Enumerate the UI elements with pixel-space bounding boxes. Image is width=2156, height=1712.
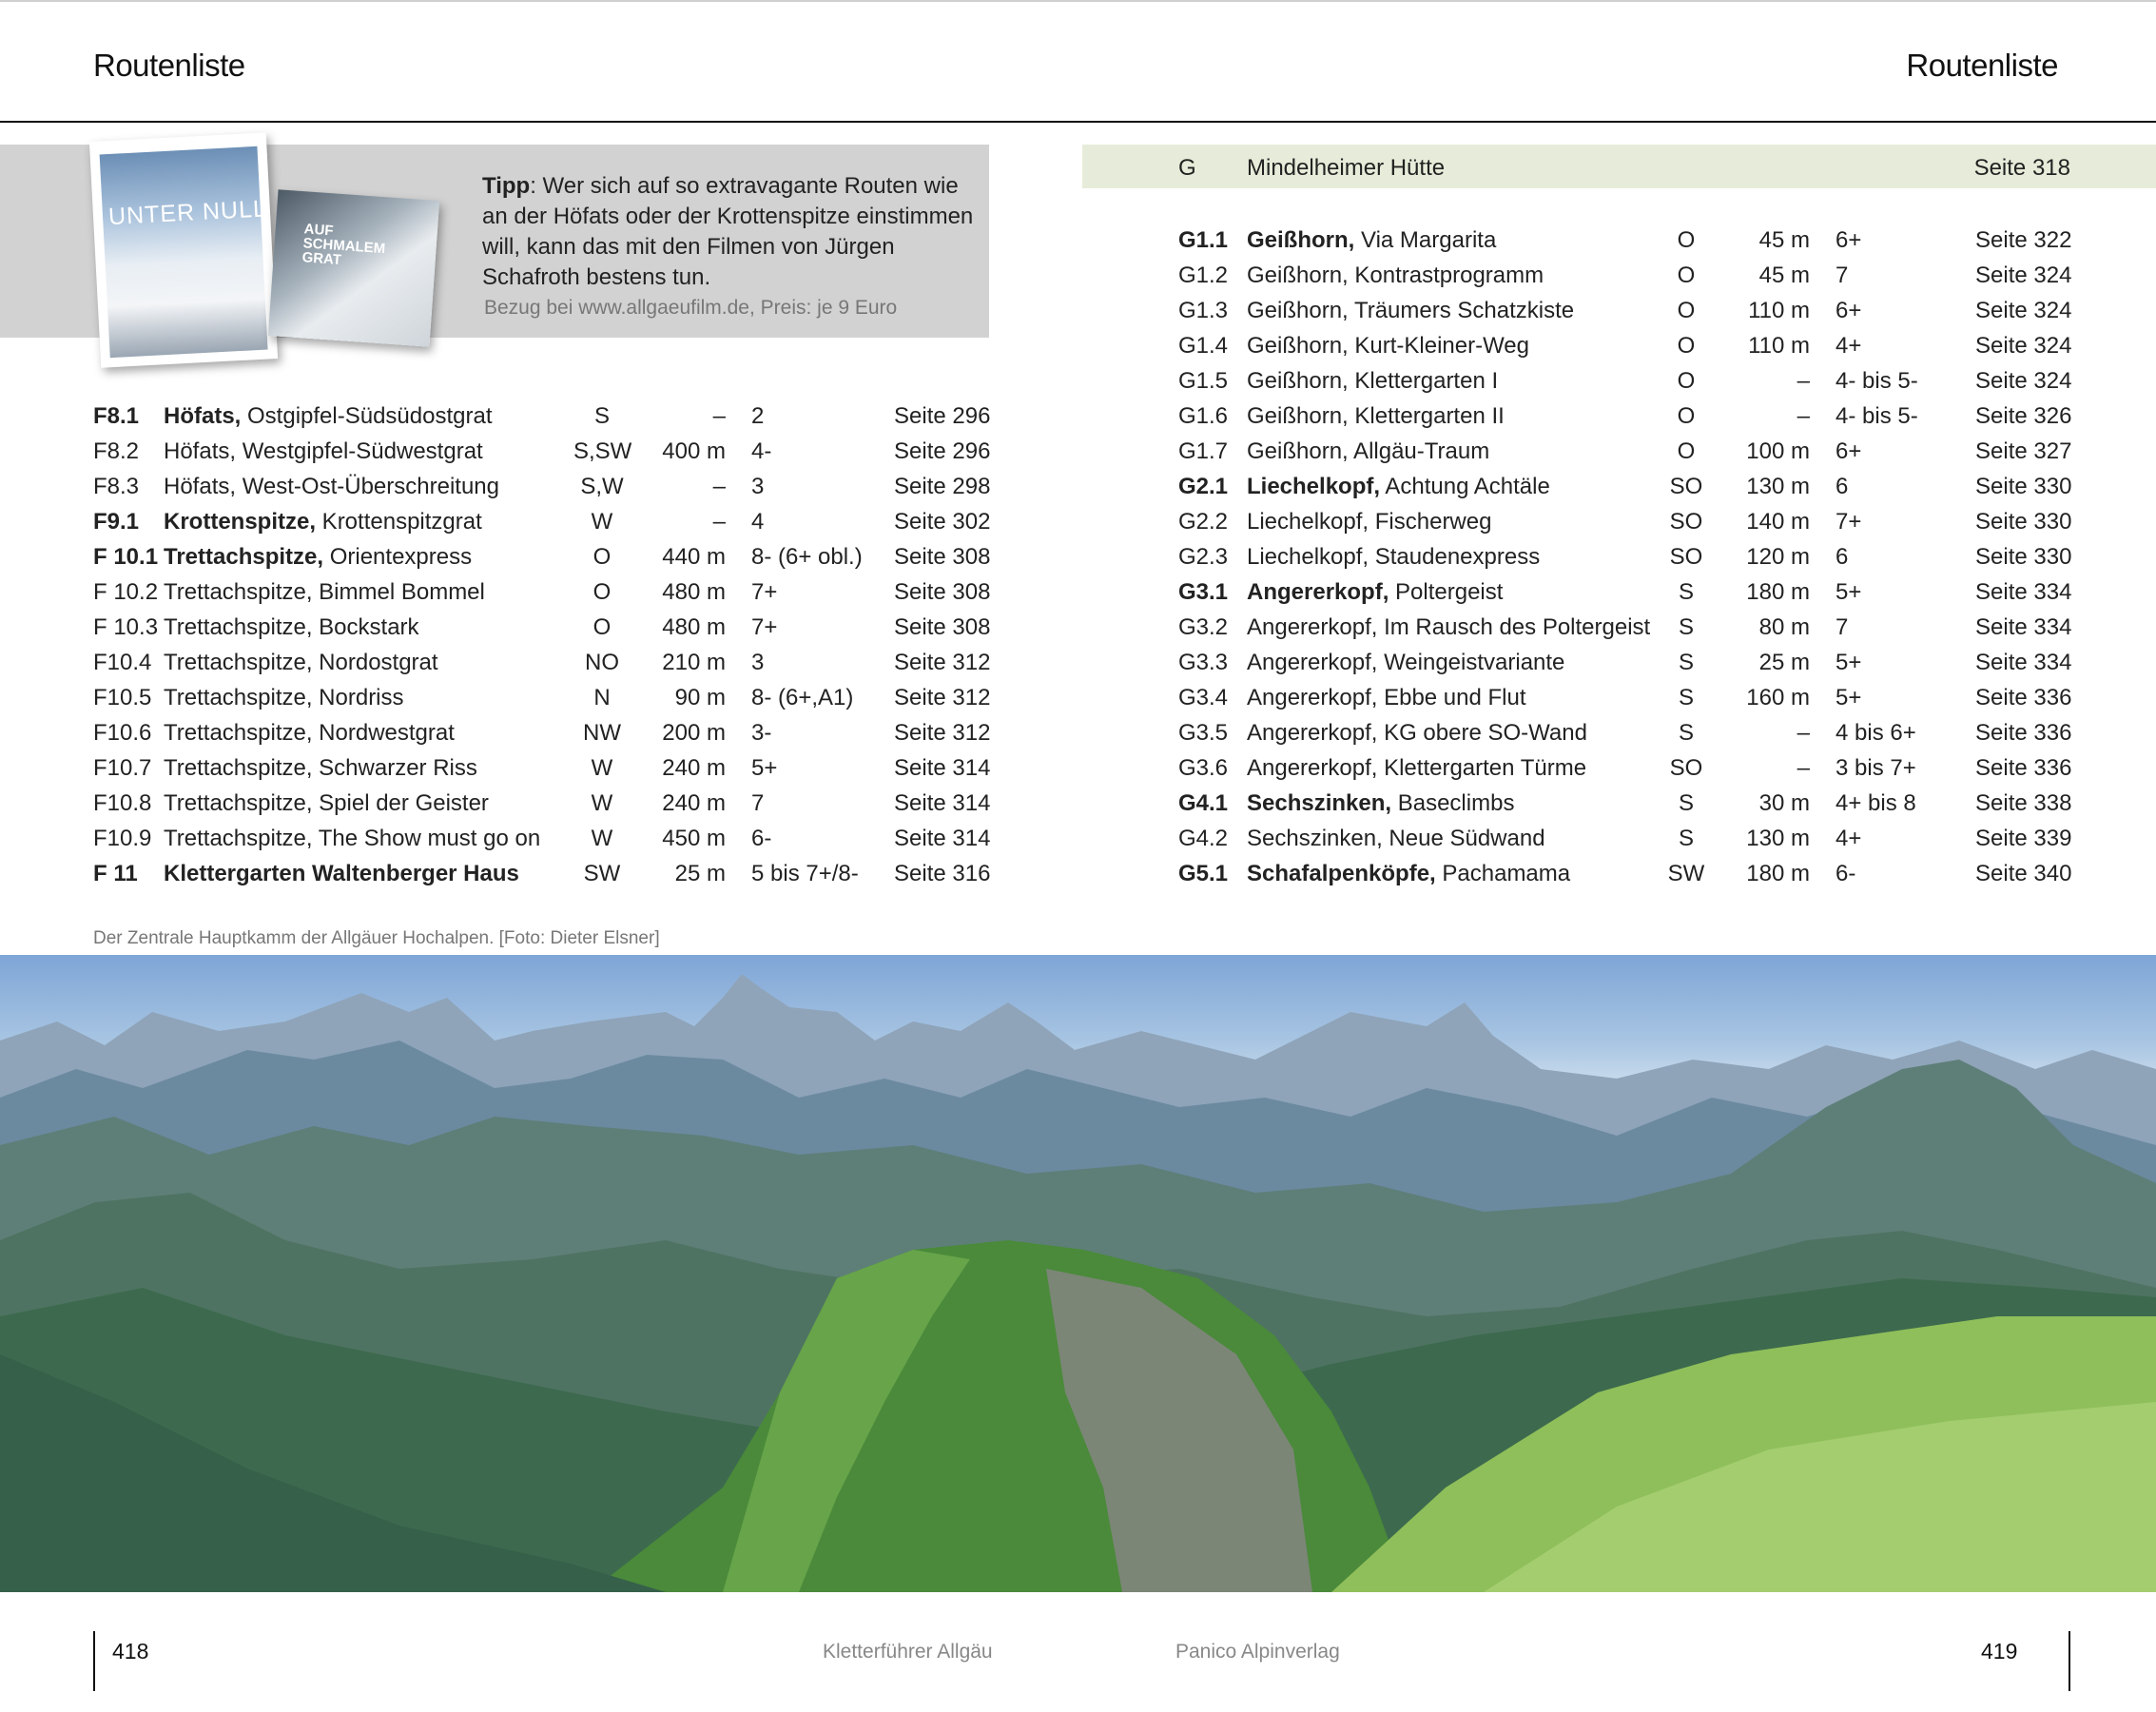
route-id: F10.6	[93, 720, 152, 746]
route-grade: 3 bis 7+	[1836, 755, 1916, 781]
route-row	[93, 399, 992, 434]
route-row	[93, 574, 992, 610]
route-height: 240 m	[662, 790, 726, 816]
page-number-right: 419	[1981, 1639, 2018, 1663]
route-page: Seite 302	[894, 509, 991, 535]
route-name	[1247, 750, 1586, 786]
route-title: Trettachspitze, Spiel der Geister	[164, 790, 489, 816]
route-name	[1247, 786, 1514, 821]
route-name	[164, 821, 540, 856]
route-title: Achtung Achtäle	[1380, 474, 1550, 499]
route-row	[1178, 539, 2072, 574]
route-direction: NW	[583, 720, 621, 746]
route-direction: S,W	[580, 474, 624, 499]
route-list-left	[93, 399, 992, 891]
route-list-right	[1178, 223, 2072, 891]
route-direction: S	[1678, 685, 1694, 710]
route-title: Geißhorn, Kurt-Kleiner-Weg	[1247, 333, 1529, 359]
route-id: G3.2	[1178, 614, 1229, 640]
route-row	[1178, 258, 2072, 293]
route-title: Trettachspitze, Nordostgrat	[164, 650, 438, 675]
route-direction: S,SW	[573, 438, 632, 464]
route-grade: 8- (6+,A1)	[751, 685, 854, 710]
route-direction: S	[1678, 650, 1694, 675]
route-title: Liechelkopf, Fischerweg	[1247, 509, 1492, 535]
route-grade: 4-	[751, 438, 772, 464]
route-grade: 5+	[1836, 685, 1862, 710]
route-grade: 3-	[751, 720, 772, 746]
route-title: Ostgipfel-Südsüdostgrat	[241, 403, 493, 429]
route-id: G1.6	[1178, 403, 1229, 429]
route-name	[1247, 469, 1550, 504]
route-row	[93, 610, 992, 645]
route-name	[1247, 610, 1650, 645]
route-page: Seite 324	[1975, 333, 2072, 359]
route-direction: S	[1678, 579, 1694, 605]
route-page: Seite 296	[894, 403, 991, 429]
route-page: Seite 312	[894, 720, 991, 746]
route-row	[93, 469, 992, 504]
route-height: 130 m	[1746, 474, 1810, 499]
route-page: Seite 326	[1975, 403, 2072, 429]
route-grade: 5+	[1836, 650, 1862, 675]
route-name	[164, 399, 492, 434]
route-title: Sechszinken, Neue Südwand	[1247, 826, 1545, 851]
route-name	[164, 434, 483, 469]
route-height: 440 m	[662, 544, 726, 570]
route-name	[1247, 293, 1574, 328]
route-row	[1178, 469, 2072, 504]
page-number-left: 418	[112, 1639, 149, 1663]
route-id: G1.4	[1178, 333, 1229, 359]
route-row	[1178, 574, 2072, 610]
route-row	[1178, 786, 2072, 821]
route-row	[93, 715, 992, 750]
route-page: Seite 334	[1975, 614, 2072, 640]
route-page: Seite 336	[1975, 755, 2072, 781]
route-id: F 11	[93, 861, 138, 886]
route-grade: 2	[751, 403, 765, 429]
route-id: G3.3	[1178, 650, 1229, 675]
route-title: Liechelkopf, Staudenexpress	[1247, 544, 1541, 570]
route-grade: 7+	[1836, 509, 1862, 535]
route-grade: 4+	[1836, 333, 1862, 359]
tip-label: Tipp	[482, 173, 531, 199]
route-name	[164, 856, 519, 891]
route-row	[1178, 680, 2072, 715]
route-id: F 10.2	[93, 579, 159, 605]
peak-name: Geißhorn,	[1247, 227, 1355, 253]
top-border	[0, 0, 2156, 2]
route-row	[1178, 610, 2072, 645]
route-direction: O	[592, 579, 612, 605]
route-id: G1.5	[1178, 368, 1229, 394]
route-id: F10.4	[93, 650, 152, 675]
route-grade: 6	[1836, 544, 1849, 570]
route-name	[164, 469, 499, 504]
route-name	[1247, 258, 1544, 293]
route-height: –	[1797, 720, 1810, 746]
route-id: G3.6	[1178, 755, 1229, 781]
route-name	[164, 539, 472, 574]
route-id: G3.4	[1178, 685, 1229, 710]
route-id: G1.2	[1178, 263, 1229, 288]
route-id: F8.1	[93, 403, 140, 429]
route-name	[1247, 223, 1496, 258]
route-height: 240 m	[662, 755, 726, 781]
route-grade: 6-	[751, 826, 772, 851]
mountain-panorama-photo	[0, 955, 2156, 1592]
route-height: 210 m	[662, 650, 726, 675]
route-page: Seite 316	[894, 861, 991, 886]
route-title: Angererkopf, Im Rausch des Poltergeist	[1247, 614, 1651, 640]
route-height: –	[1797, 755, 1810, 781]
route-id: G3.1	[1178, 579, 1229, 605]
route-direction: W	[591, 790, 613, 816]
route-name	[1247, 821, 1545, 856]
route-title: Baseclimbs	[1391, 790, 1515, 816]
route-row	[93, 539, 992, 574]
route-page: Seite 314	[894, 790, 991, 816]
route-title: Angererkopf, Weingeistvariante	[1247, 650, 1565, 675]
route-height: 140 m	[1746, 509, 1810, 535]
route-page: Seite 324	[1975, 298, 2072, 323]
route-height: 25 m	[1758, 650, 1810, 675]
route-row	[1178, 504, 2072, 539]
route-direction: S	[593, 403, 610, 429]
route-id: F10.9	[93, 826, 152, 851]
route-row	[93, 750, 992, 786]
route-row	[1178, 434, 2072, 469]
route-page: Seite 312	[894, 685, 991, 710]
route-page: Seite 324	[1975, 368, 2072, 394]
route-direction: S	[1678, 614, 1694, 640]
route-direction: W	[591, 826, 613, 851]
page-title-left: Routenliste	[93, 48, 245, 83]
route-page: Seite 312	[894, 650, 991, 675]
route-title: Pachamama	[1435, 861, 1571, 886]
route-page: Seite 308	[894, 579, 991, 605]
route-row	[93, 645, 992, 680]
route-id: G4.2	[1178, 826, 1229, 851]
route-title: Orientexpress	[323, 544, 473, 570]
route-grade: 4	[751, 509, 765, 535]
header-rule	[0, 121, 2156, 123]
route-height: 200 m	[662, 720, 726, 746]
route-page: Seite 338	[1975, 790, 2072, 816]
page-title-right: Routenliste	[1906, 48, 2058, 83]
route-title: Geißhorn, Allgäu-Traum	[1247, 438, 1490, 464]
photo-caption: Der Zentrale Hauptkamm der Allgäuer Hochalpen. [Foto: Dieter Elsner]	[93, 928, 660, 948]
route-page: Seite 330	[1975, 509, 2072, 535]
route-name	[164, 610, 419, 645]
tip-text	[482, 171, 977, 293]
route-row	[93, 680, 992, 715]
route-name	[1247, 715, 1587, 750]
peak-name: Klettergarten Waltenberger Haus	[164, 861, 519, 886]
route-grade: 3	[751, 474, 765, 499]
route-grade: 7	[1836, 263, 1849, 288]
route-grade: 4- bis 5-	[1836, 368, 1918, 394]
route-id: F10.8	[93, 790, 152, 816]
peak-name: Angererkopf,	[1247, 579, 1389, 605]
route-page: Seite 308	[894, 544, 991, 570]
route-height: 30 m	[1758, 790, 1810, 816]
peak-name: Liechelkopf,	[1247, 474, 1381, 499]
route-grade: 4+	[1836, 826, 1862, 851]
route-direction: NO	[585, 650, 619, 675]
route-direction: O	[1677, 438, 1696, 464]
route-page: Seite 334	[1975, 579, 2072, 605]
route-grade: 7	[751, 790, 765, 816]
route-name	[1247, 856, 1570, 891]
route-title: Trettachspitze, Nordwestgrat	[164, 720, 455, 746]
route-id: G2.1	[1178, 474, 1229, 499]
peak-name: Höfats,	[164, 403, 242, 429]
tip-body: : Wer sich auf so extravagante Routen wie an der Höfats oder der Krottenspitze einstimmen will, kann das mit den Filmen von Jürgen Schafroth bestens tun.	[482, 173, 974, 290]
route-title: Poltergeist	[1389, 579, 1504, 605]
route-row	[1178, 750, 2072, 786]
route-page: Seite 340	[1975, 861, 2072, 886]
route-page: Seite 298	[894, 474, 991, 499]
route-height: 110 m	[1748, 333, 1810, 359]
route-grade: 8- (6+ obl.)	[751, 544, 863, 570]
route-id: F10.7	[93, 755, 152, 781]
route-page: Seite 322	[1975, 227, 2072, 253]
peak-name: Sechszinken,	[1247, 790, 1392, 816]
route-height: 90 m	[674, 685, 726, 710]
route-grade: 4- bis 5-	[1836, 403, 1918, 429]
route-grade: 6+	[1836, 298, 1862, 323]
route-height: 180 m	[1746, 579, 1810, 605]
film-cover-unter-null	[89, 132, 278, 367]
peak-name: Krottenspitze,	[164, 509, 317, 535]
route-id: G1.7	[1178, 438, 1229, 464]
film2-title: AUF SCHMALEM GRAT	[301, 221, 386, 269]
route-name	[1247, 363, 1498, 399]
route-page: Seite 330	[1975, 544, 2072, 570]
route-id: G2.2	[1178, 509, 1229, 535]
route-title: Geißhorn, Klettergarten I	[1247, 368, 1499, 394]
route-name	[1247, 399, 1505, 434]
route-direction: SO	[1669, 544, 1703, 570]
route-page: Seite 336	[1975, 720, 2072, 746]
route-direction: O	[1677, 403, 1696, 429]
route-direction: S	[1678, 720, 1694, 746]
route-direction: N	[593, 685, 611, 710]
route-grade: 4+ bis 8	[1836, 790, 1916, 816]
route-height: 130 m	[1746, 826, 1810, 851]
route-id: G5.1	[1178, 861, 1229, 886]
route-id: G1.1	[1178, 227, 1229, 253]
route-title: Trettachspitze, Schwarzer Riss	[164, 755, 477, 781]
route-name	[1247, 645, 1564, 680]
route-grade: 6+	[1836, 438, 1862, 464]
route-id: F9.1	[93, 509, 140, 535]
mountain-landscape-illustration	[0, 955, 2156, 1592]
route-row	[93, 786, 992, 821]
route-title: Angererkopf, KG obere SO-Wand	[1247, 720, 1587, 746]
route-row	[1178, 328, 2072, 363]
route-title: Trettachspitze, Bockstark	[164, 614, 419, 640]
route-height: 110 m	[1748, 298, 1810, 323]
route-grade: 6+	[1836, 227, 1862, 253]
route-page: Seite 324	[1975, 263, 2072, 288]
route-page: Seite 327	[1975, 438, 2072, 464]
route-title: Höfats, Westgipfel-Südwestgrat	[164, 438, 483, 464]
route-name	[1247, 434, 1489, 469]
route-direction: W	[591, 755, 613, 781]
route-height: –	[712, 474, 726, 499]
route-height: 400 m	[662, 438, 726, 464]
route-row	[93, 434, 992, 469]
route-name	[164, 786, 489, 821]
route-direction: S	[1678, 826, 1694, 851]
route-title: Krottenspitzgrat	[316, 509, 482, 535]
route-title: Trettachspitze, Bimmel Bommel	[164, 579, 485, 605]
route-id: F8.2	[93, 438, 140, 464]
route-height: 480 m	[662, 614, 726, 640]
route-row	[1178, 363, 2072, 399]
route-row	[1178, 223, 2072, 258]
route-grade: 5+	[751, 755, 778, 781]
route-row	[1178, 856, 2072, 891]
route-grade: 4 bis 6+	[1836, 720, 1916, 746]
route-height: 450 m	[662, 826, 726, 851]
peak-name: Trettachspitze,	[164, 544, 324, 570]
route-row	[93, 821, 992, 856]
hut-page: Seite 318	[1973, 155, 2070, 181]
route-direction: SW	[583, 861, 621, 886]
route-grade: 3	[751, 650, 765, 675]
route-height: –	[1797, 403, 1810, 429]
route-height: –	[1797, 368, 1810, 394]
hut-id: G	[1178, 155, 1196, 181]
route-name	[164, 645, 438, 680]
route-height: 120 m	[1746, 544, 1810, 570]
route-direction: O	[1677, 227, 1696, 253]
route-page: Seite 336	[1975, 685, 2072, 710]
film1-title: UNTER NULL	[107, 195, 268, 231]
route-direction: SO	[1669, 509, 1703, 535]
route-direction: SO	[1669, 474, 1703, 499]
route-grade: 6-	[1836, 861, 1856, 886]
route-title: Angererkopf, Klettergarten Türme	[1247, 755, 1587, 781]
route-name	[1247, 504, 1491, 539]
route-row	[1178, 293, 2072, 328]
route-title: Angererkopf, Ebbe und Flut	[1247, 685, 1526, 710]
route-title: Geißhorn, Klettergarten II	[1247, 403, 1505, 429]
route-height: 80 m	[1758, 614, 1810, 640]
route-height: 25 m	[674, 861, 726, 886]
route-direction: W	[591, 509, 613, 535]
route-direction: SW	[1667, 861, 1705, 886]
route-title: Geißhorn, Träumers Schatzkiste	[1247, 298, 1575, 323]
route-height: 160 m	[1746, 685, 1810, 710]
route-page: Seite 334	[1975, 650, 2072, 675]
peak-name: Schafalpenköpfe,	[1247, 861, 1436, 886]
route-title: Geißhorn, Kontrastprogramm	[1247, 263, 1544, 288]
route-grade: 7	[1836, 614, 1849, 640]
route-direction: O	[592, 614, 612, 640]
route-page: Seite 296	[894, 438, 991, 464]
route-page: Seite 314	[894, 755, 991, 781]
route-height: 100 m	[1746, 438, 1810, 464]
route-direction: SO	[1669, 755, 1703, 781]
route-name	[1247, 539, 1540, 574]
route-title: Trettachspitze, The Show must go on	[164, 826, 541, 851]
route-name	[164, 715, 455, 750]
route-id: G2.3	[1178, 544, 1229, 570]
route-name	[164, 750, 477, 786]
route-page: Seite 339	[1975, 826, 2072, 851]
route-name	[164, 504, 482, 539]
route-id: G1.3	[1178, 298, 1229, 323]
route-id: F10.5	[93, 685, 152, 710]
route-page: Seite 314	[894, 826, 991, 851]
route-grade: 5+	[1836, 579, 1862, 605]
route-title: Höfats, West-Ost-Überschreitung	[164, 474, 500, 499]
route-name	[1247, 328, 1529, 363]
route-height: –	[712, 403, 726, 429]
route-grade: 7+	[751, 579, 778, 605]
route-id: G4.1	[1178, 790, 1229, 816]
route-id: G3.5	[1178, 720, 1229, 746]
route-direction: O	[592, 544, 612, 570]
route-page: Seite 308	[894, 614, 991, 640]
route-row	[1178, 399, 2072, 434]
route-id: F 10.1	[93, 544, 159, 570]
route-height: 45 m	[1758, 263, 1810, 288]
footer-rule-left	[93, 1631, 95, 1691]
route-height: 45 m	[1758, 227, 1810, 253]
route-row	[1178, 645, 2072, 680]
route-row	[1178, 821, 2072, 856]
film-cover-auf-schmalem-grat	[268, 189, 439, 346]
route-name	[164, 680, 404, 715]
route-direction: O	[1677, 368, 1696, 394]
route-row	[93, 856, 992, 891]
route-height: –	[712, 509, 726, 535]
route-id: F 10.3	[93, 614, 159, 640]
route-id: F8.3	[93, 474, 140, 499]
route-page: Seite 330	[1975, 474, 2072, 499]
route-direction: S	[1678, 790, 1694, 816]
footer-publisher: Panico Alpinverlag	[1175, 1641, 1340, 1663]
route-name	[164, 574, 485, 610]
route-height: 480 m	[662, 579, 726, 605]
route-height: 180 m	[1746, 861, 1810, 886]
route-row	[93, 504, 992, 539]
route-direction: O	[1677, 263, 1696, 288]
route-grade: 7+	[751, 614, 778, 640]
route-title: Via Margarita	[1354, 227, 1497, 253]
route-title: Trettachspitze, Nordriss	[164, 685, 404, 710]
route-grade: 6	[1836, 474, 1849, 499]
footer-rule-right	[2069, 1631, 2070, 1691]
route-name	[1247, 680, 1526, 715]
hut-name: Mindelheimer Hütte	[1247, 155, 1446, 181]
footer-book-title: Kletterführer Allgäu	[823, 1641, 993, 1663]
tip-purchase-info: Bezug bei www.allgaeufilm.de, Preis: je 9 Euro	[484, 297, 898, 319]
route-row	[1178, 715, 2072, 750]
route-name	[1247, 574, 1503, 610]
route-direction: O	[1677, 333, 1696, 359]
route-grade: 5 bis 7+/8-	[751, 861, 859, 886]
route-direction: O	[1677, 298, 1696, 323]
